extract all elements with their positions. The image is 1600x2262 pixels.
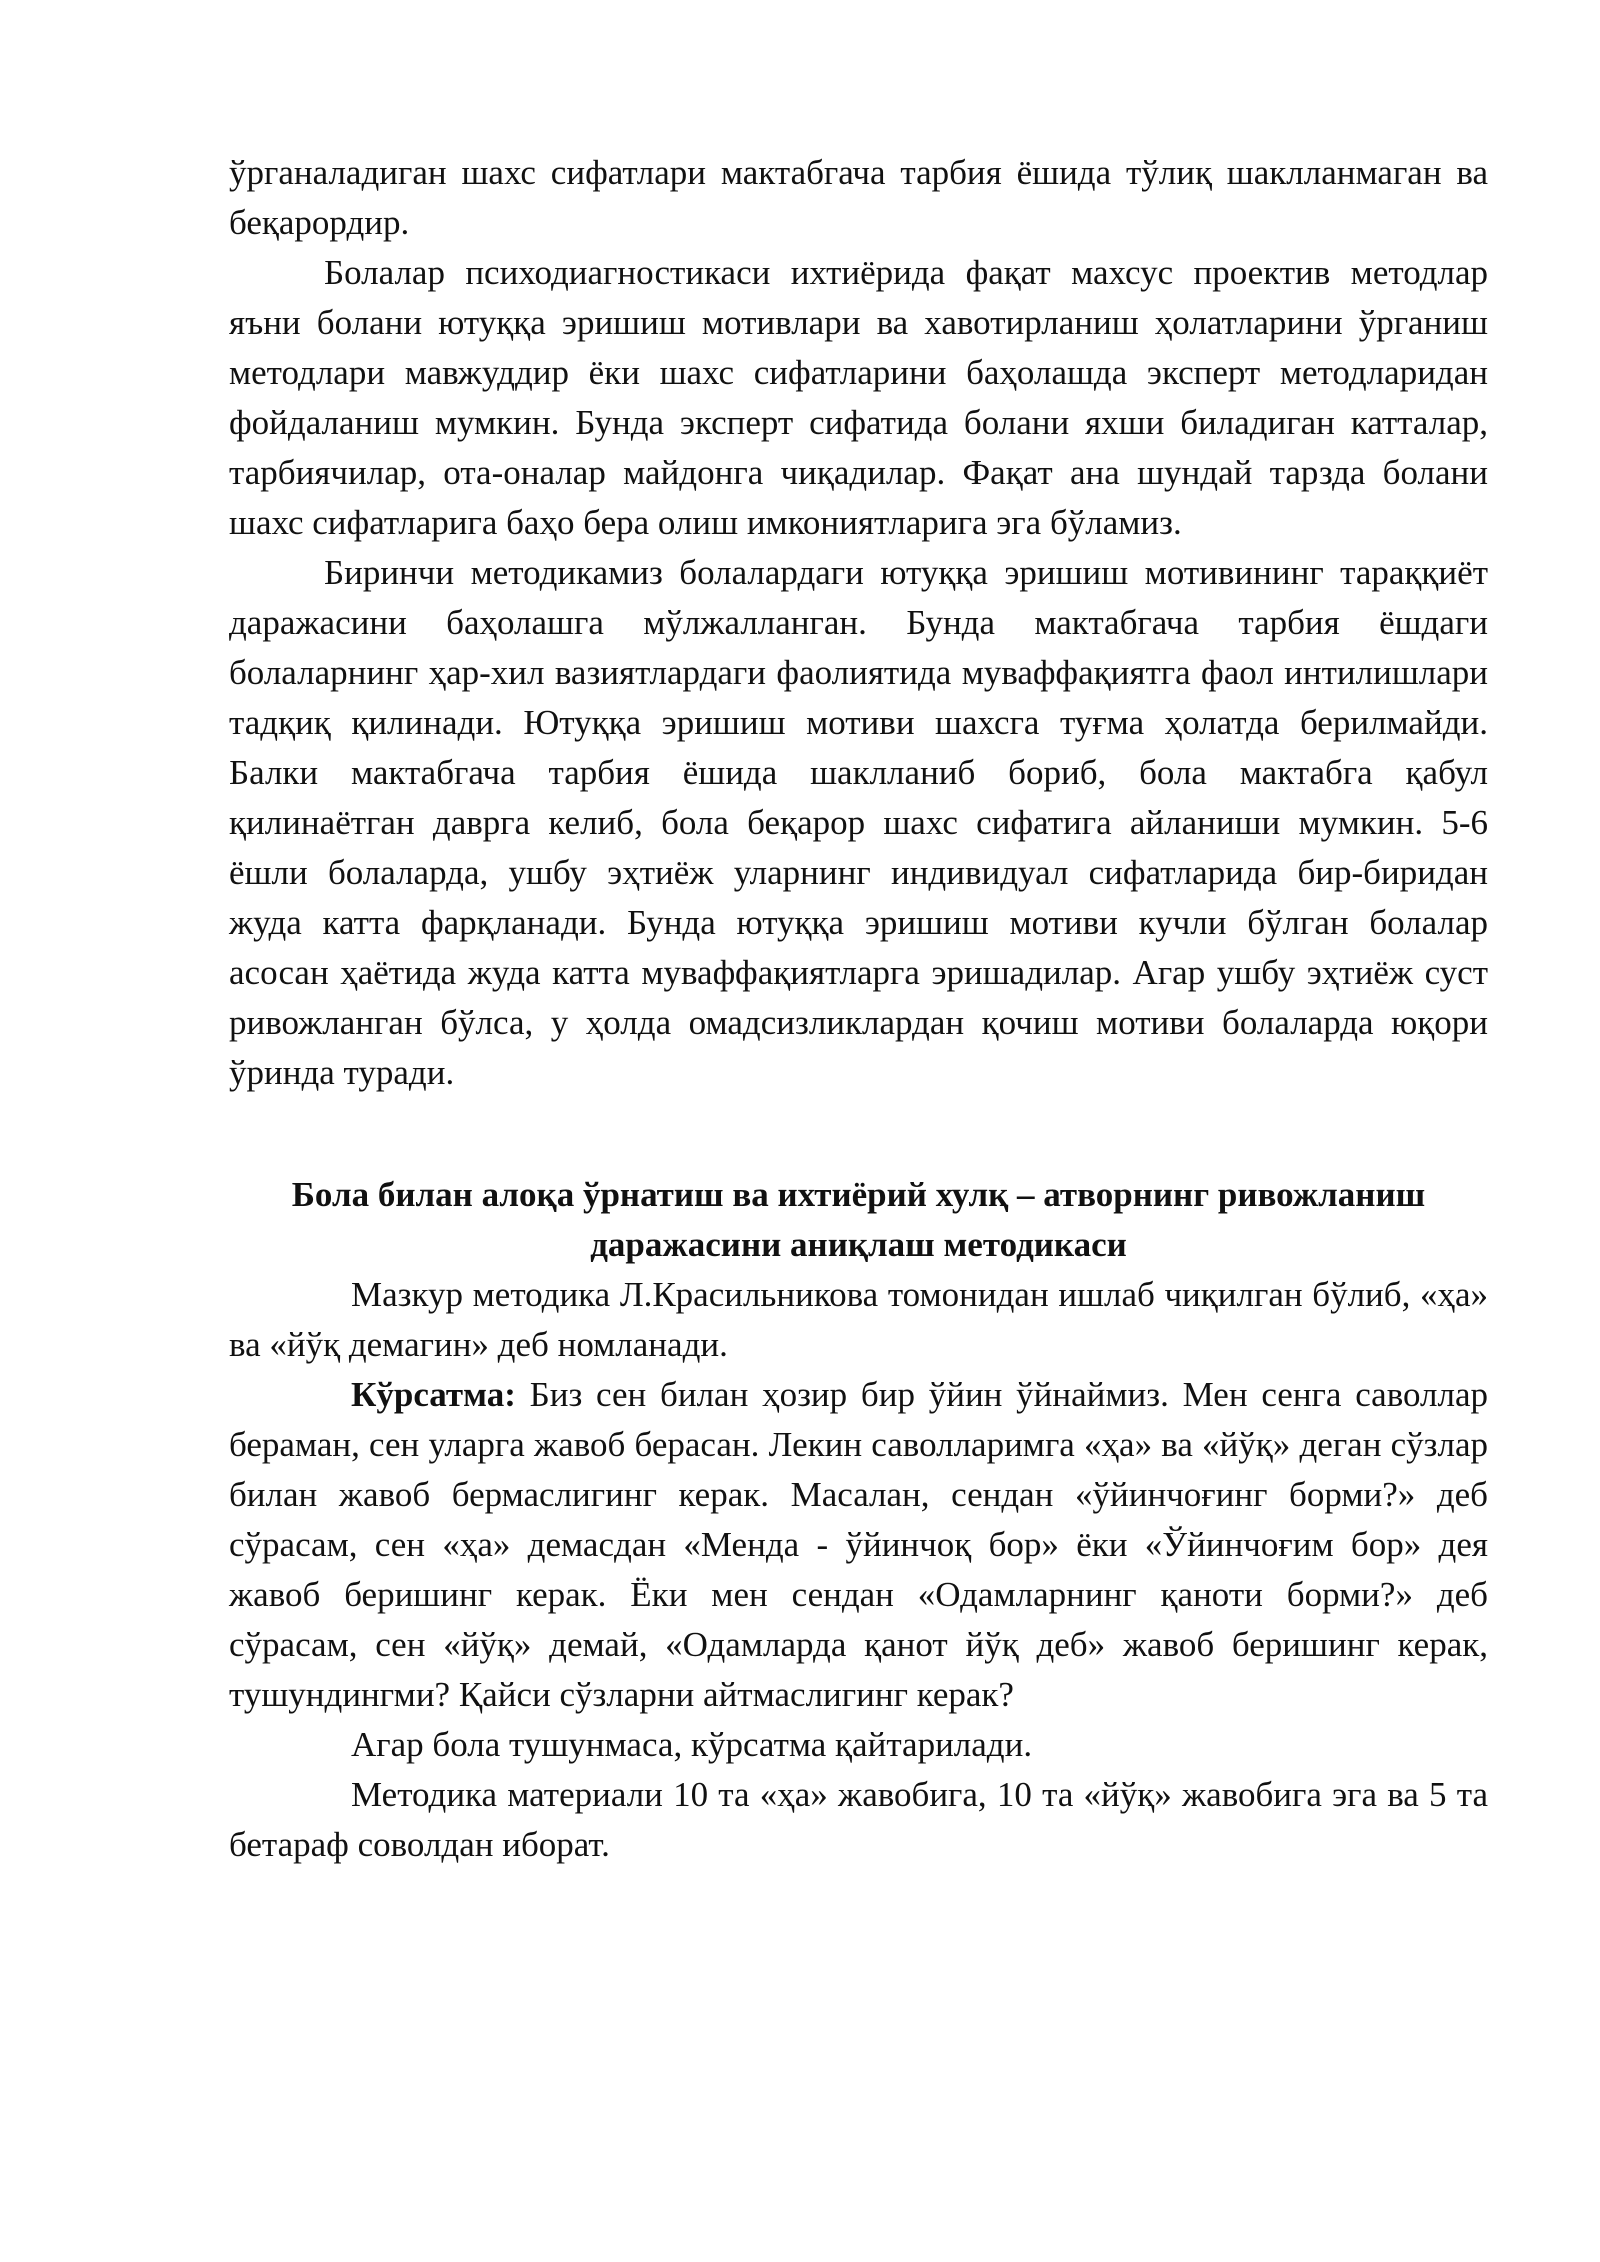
section-heading-line-2: даражасини аниқлаш методикаси xyxy=(590,1225,1127,1264)
paragraph-instruction xyxy=(229,1370,1488,1720)
instruction-label: Кўрсатма: xyxy=(351,1375,516,1414)
paragraph-material: Методика материали 10 та «ҳа» жавобига, 10 та «йўқ» жавобига эга ва 5 та бетараф соволдан иборат. xyxy=(229,1775,1488,1864)
paragraph-first-method: Биринчи методикамиз болалардаги ютуққа эришиш мотивининг тараққиёт даражасини баҳолашга мўлжалланган. Бунда мактабгача тарбия ёшдаги болаларнинг ҳар-хил вазиятлардаги фаолиятида муваффақиятга фаол интилишлари тадқиқ қилинади. Ютуққа эришиш мотиви шахсга туғма ҳолатда берилмайди. Балки мактабгача тарбия ёшида шаклланиб бориб, бола мактабга қабул қилинаётган даврга келиб, бола беқарор шахс сифатига айланиши мумкин. 5-6 ёшли болаларда, ушбу эҳтиёж уларнинг индивидуал сифатларида бир-биридан жуда катта фарқланади. Бунда ютуққа эришиш мотиви кучли бўлган болалар асосан ҳаётида жуда катта муваффақиятларга эришадилар. Агар ушбу эҳтиёж суст ривожланган бўлса, у ҳолда омадсизликлардан қочиш мотиви болаларда юқори ўринда туради. xyxy=(229,553,1488,1092)
paragraph-continuation: ўрганаладиган шахс сифатлари мактабгача тарбия ёшида тўлиқ шаклланмаган ва беқарордир. xyxy=(229,153,1488,242)
paragraph-repeat: Агар бола тушунмаса, кўрсатма қайтарилади. xyxy=(351,1725,1033,1764)
paragraph-method-author: Мазкур методика Л.Красильникова томонидан ишлаб чиқилган бўлиб, «ҳа» ва «йўқ демагин» деб номланади. xyxy=(229,1275,1488,1364)
instruction-text: Биз сен билан ҳозир бир ўйин ўйнаймиз. Мен сенга саволлар бераман, сен уларга жавоб берасан. Лекин саволларимга «ҳа» ва «йўқ» деган сўзлар билан жавоб бермаслигинг керак. Масалан, сендан «ўйинчоғинг борми?» деб сўрасам, сен «ҳа» демасдан «Менда - ўйинчоқ бор» ёки «Ўйинчоғим бор» дея жавоб беришинг керак. Ёки мен сендан «Одамларнинг қаноти борми?» деб сўрасам, сен «йўқ» демай, «Одамларда қанот йўқ деб» жавоб беришинг керак, тушундингми? Қайси сўзларни айтмаслигинг керак? xyxy=(229,1375,1488,1714)
section-heading-line-1: Бола билан алоқа ўрнатиш ва ихтиёрий хулқ – атворнинг ривожланиш xyxy=(291,1175,1426,1214)
section-heading xyxy=(229,1170,1488,1270)
paragraph-psychodiagnostics: Болалар психодиагностикаси ихтиёрида фақат махсус проектив методлар яъни болани ютуққа эришиш мотивлари ва хавотирланиш ҳолатларини ўрганиш методлари мавжуддир ёки шахс сифатларини баҳолашда эксперт методларидан фойдаланиш мумкин. Бунда эксперт сифатида болани яхши биладиган катталар, тарбиячилар, ота-оналар майдонга чиқадилар. Фақат ана шундай тарзда болани шахс сифатларига баҳо бера олиш имкониятларига эга бўламиз. xyxy=(229,253,1488,542)
document-page xyxy=(229,148,1488,1870)
